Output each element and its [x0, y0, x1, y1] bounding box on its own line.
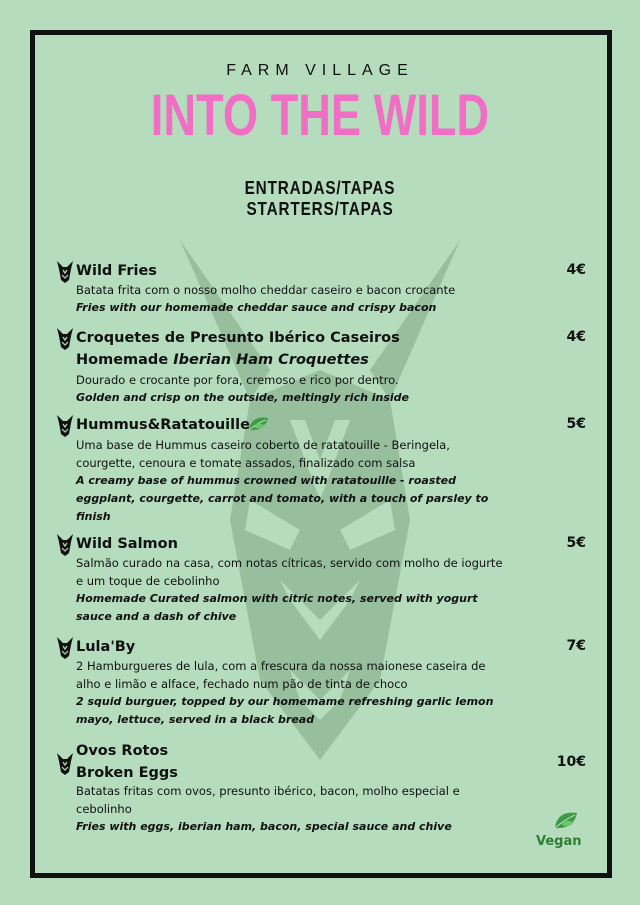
item-description-en: Fries with our homemade cheddar sauce and crispy bacon: [76, 301, 437, 314]
item-description-en: A creamy base of hummus crowned with ratatouille - roasted eggplant, courgette, carrot and tomato, with a touch of parsley to finish: [76, 474, 489, 523]
item-name: Wild Salmon: [76, 536, 178, 552]
item-price: 10€: [556, 754, 586, 770]
vegan-legend-leaf-icon: [552, 808, 582, 832]
item-name: Wild Fries: [76, 263, 157, 279]
brand-title: INTO THE WILD: [150, 83, 490, 148]
zebra-head-icon: [56, 414, 74, 438]
zebra-head-icon: [56, 636, 74, 660]
item-name-en: Broken Eggs: [76, 765, 178, 781]
item-description-pt: Batatas fritas com ovos, presunto ibérico, bacon, molho especial e cebolinho: [76, 784, 460, 816]
vegan-leaf-icon: [246, 414, 272, 434]
item-name: Croquetes de Presunto Ibérico Caseiros: [76, 330, 400, 346]
item-description-pt: Salmão curado na casa, com notas cítricas, servido com molho de iogurte e um toque de cebolinho: [76, 556, 503, 588]
item-description-en: Fries with eggs, iberian ham, bacon, special sauce and chive: [76, 820, 452, 833]
item-name: Hummus&Ratatouille: [76, 417, 250, 433]
item-price: 5€: [566, 416, 586, 432]
vegan-legend-label: Vegan: [536, 834, 582, 849]
brand-subtitle: FARM VILLAGE: [226, 62, 414, 79]
item-price: 5€: [566, 535, 586, 551]
item-description-pt: Batata frita com o nosso molho cheddar caseiro e bacon crocante: [76, 283, 456, 297]
zebra-head-icon: [56, 533, 74, 557]
item-description-en: Homemade Curated salmon with citric notes, served with yogurt sauce and a dash of chive: [76, 592, 478, 623]
item-name: Lula'By: [76, 639, 136, 655]
zebra-head-icon: [56, 752, 74, 776]
item-price: 4€: [566, 329, 586, 345]
item-description-en: 2 squid burguer, topped by our homemame refreshing garlic lemon mayo, lettuce, served in a black bread: [76, 695, 494, 726]
item-price: 4€: [566, 262, 586, 278]
section-title-pt: ENTRADAS/TAPAS: [244, 178, 396, 198]
item-price: 7€: [566, 638, 586, 654]
section-title-en: STARTERS/TAPAS: [246, 199, 394, 219]
zebra-head-icon: [56, 260, 74, 284]
item-description-pt: 2 Hamburgueres de lula, com a frescura da nossa maionese caseira de alho e limão e alface, fechado num pão de tinta de choco: [76, 659, 486, 691]
item-description-pt: Dourado e crocante por fora, cremoso e rico por dentro.: [76, 373, 399, 387]
item-name-en: Homemade Iberian Ham Croquettes: [76, 352, 369, 368]
item-description-en: Golden and crisp on the outside, meltingly rich inside: [76, 391, 410, 404]
zebra-head-icon: [56, 327, 74, 351]
item-name: Ovos Rotos: [76, 743, 169, 759]
item-description-pt: Uma base de Hummus caseiro coberto de ratatouille - Beringela, courgette, cenoura e tomate assados, finalizado com salsa: [76, 438, 450, 470]
